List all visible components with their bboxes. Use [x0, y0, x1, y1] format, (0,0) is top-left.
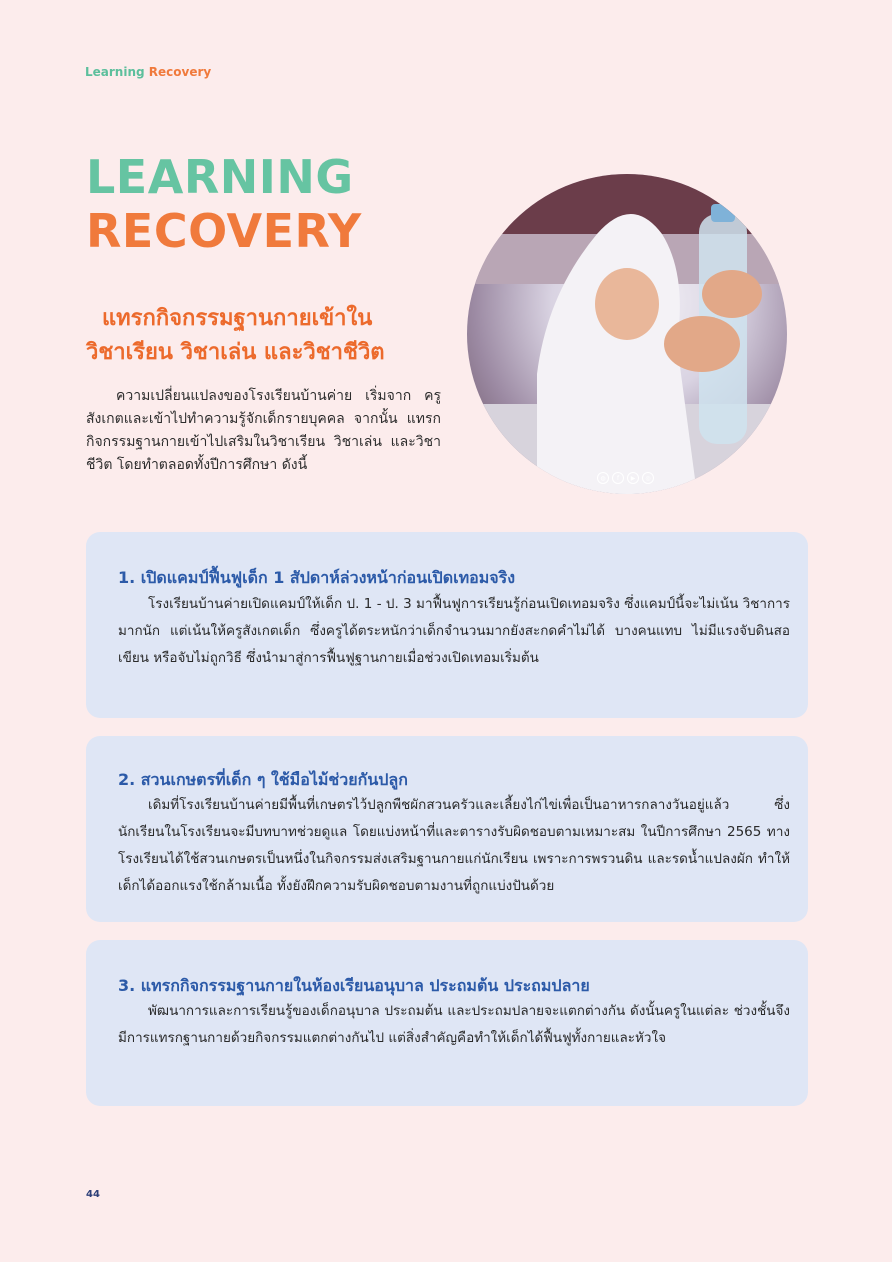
article-subtitle [86, 302, 446, 370]
running-head [85, 65, 211, 79]
page-title-line1: LEARNING [86, 150, 354, 204]
section-heading-3: 3. แทรกกิจกรรมฐานกายในห้องเรียนอนุบาล ประถมต้น ประถมปลาย [118, 976, 590, 995]
subtitle-line1: แทรกกิจกรรมฐานกายเข้าใน [102, 306, 373, 331]
facebook-icon: f [612, 472, 624, 484]
section-body-1: โรงเรียนบ้านค่ายเปิดแคมป์ให้เด็ก ป. 1 - ป. 3 มาฟื้นฟูการเรียนรู้ก่อนเปิดเทอมจริง ซึ่งแคมป์นี้จะไม่เน้น วิชาการมากนัก แต่เน้นให้ครูสังเกตเด็ก ซึ่งครูได้ตระหนักว่าเด็กจำนวนมากยังสะกดคำไม่ได้ บางคนแทบ ไม่มีแรงจับดินสอเขียน หรือจับไม่ถูกวิธี ซึ่งนำมาสู่การฟื้นฟูฐานกายเมื่อช่วงเปิดเทอมเริ่มต้น [118, 596, 790, 666]
youtube-icon: ▶ [627, 472, 639, 484]
student-photo [467, 174, 787, 494]
section-body-2: เดิมที่โรงเรียนบ้านค่ายมีพื้นที่เกษตรไว้ปลูกพืชผักสวนครัวและเลี้ยงไก่ไข่เพื่อเป็นอาหารกลางวันอยู่แล้ว ซึ่งนักเรียนในโรงเรียนจะมีบทบาทช่วยดูแล โดยแบ่งหน้าที่และตารางรับผิดชอบตามเหมาะสม ในปีการศึกษา 2565 ทางโรงเรียนได้ใช้สวนเกษตรเป็นหนึ่งในกิจกรรมส่งเสริมฐานกายแก่นักเรียน เพราะการพรวนดิน และรดน้ำแปลงผัก ทำให้เด็กได้ออกแรงใช้กล้ามเนื้อ ทั้งยังฝึกความรับผิดชอบตามงานที่ถูกแบ่งปันด้วย [118, 797, 790, 894]
globe-icon: ◍ [597, 472, 609, 484]
section-card-1 [86, 532, 808, 718]
section-card-3 [86, 940, 808, 1106]
intro-paragraph: ความเปลี่ยนแปลงของโรงเรียนบ้านค่าย เริ่มจาก ครูสังเกตและเข้าไปทำความรู้จักเด็กรายบุคคล จากนั้น แทรกกิจกรรมฐานกายเข้าไปเสริมในวิชาเรียน วิชาเล่น และวิชาชีวิต โดยทำตลอดทั้งปีการศึกษา ดังนี้ [86, 388, 441, 473]
section-card-2 [86, 736, 808, 922]
page-title [86, 150, 362, 258]
instagram-icon: ◎ [642, 472, 654, 484]
section-heading-1: 1. เปิดแคมป์ฟื้นฟูเด็ก 1 สัปดาห์ล่วงหน้าก่อนเปิดเทอมจริง [118, 568, 516, 587]
section-heading-2: 2. สวนเกษตรที่เด็ก ๆ ใช้มือไม้ช่วยกันปลูก [118, 770, 408, 789]
running-head-recovery: Recovery [148, 65, 212, 79]
subtitle-line2: วิชาเรียน วิชาเล่น และวิชาชีวิต [86, 340, 385, 365]
page-title-line2: RECOVERY [86, 204, 362, 258]
section-body-3: พัฒนาการและการเรียนรู้ของเด็กอนุบาล ประถมต้น และประถมปลายจะแตกต่างกัน ดังนั้นครูในแต่ละ ช่วงชั้นจึงมีการแทรกฐานกายด้วยกิจกรรมแตกต่างกันไป แต่สิ่งสำคัญคือทำให้เด็กได้ฟื้นฟูทั้งกายและหัวใจ [118, 1003, 790, 1046]
page-number: 44 [86, 1189, 100, 1200]
social-icons [597, 472, 654, 484]
running-head-learning: Learning [85, 65, 145, 79]
photo-illustration [467, 174, 787, 494]
